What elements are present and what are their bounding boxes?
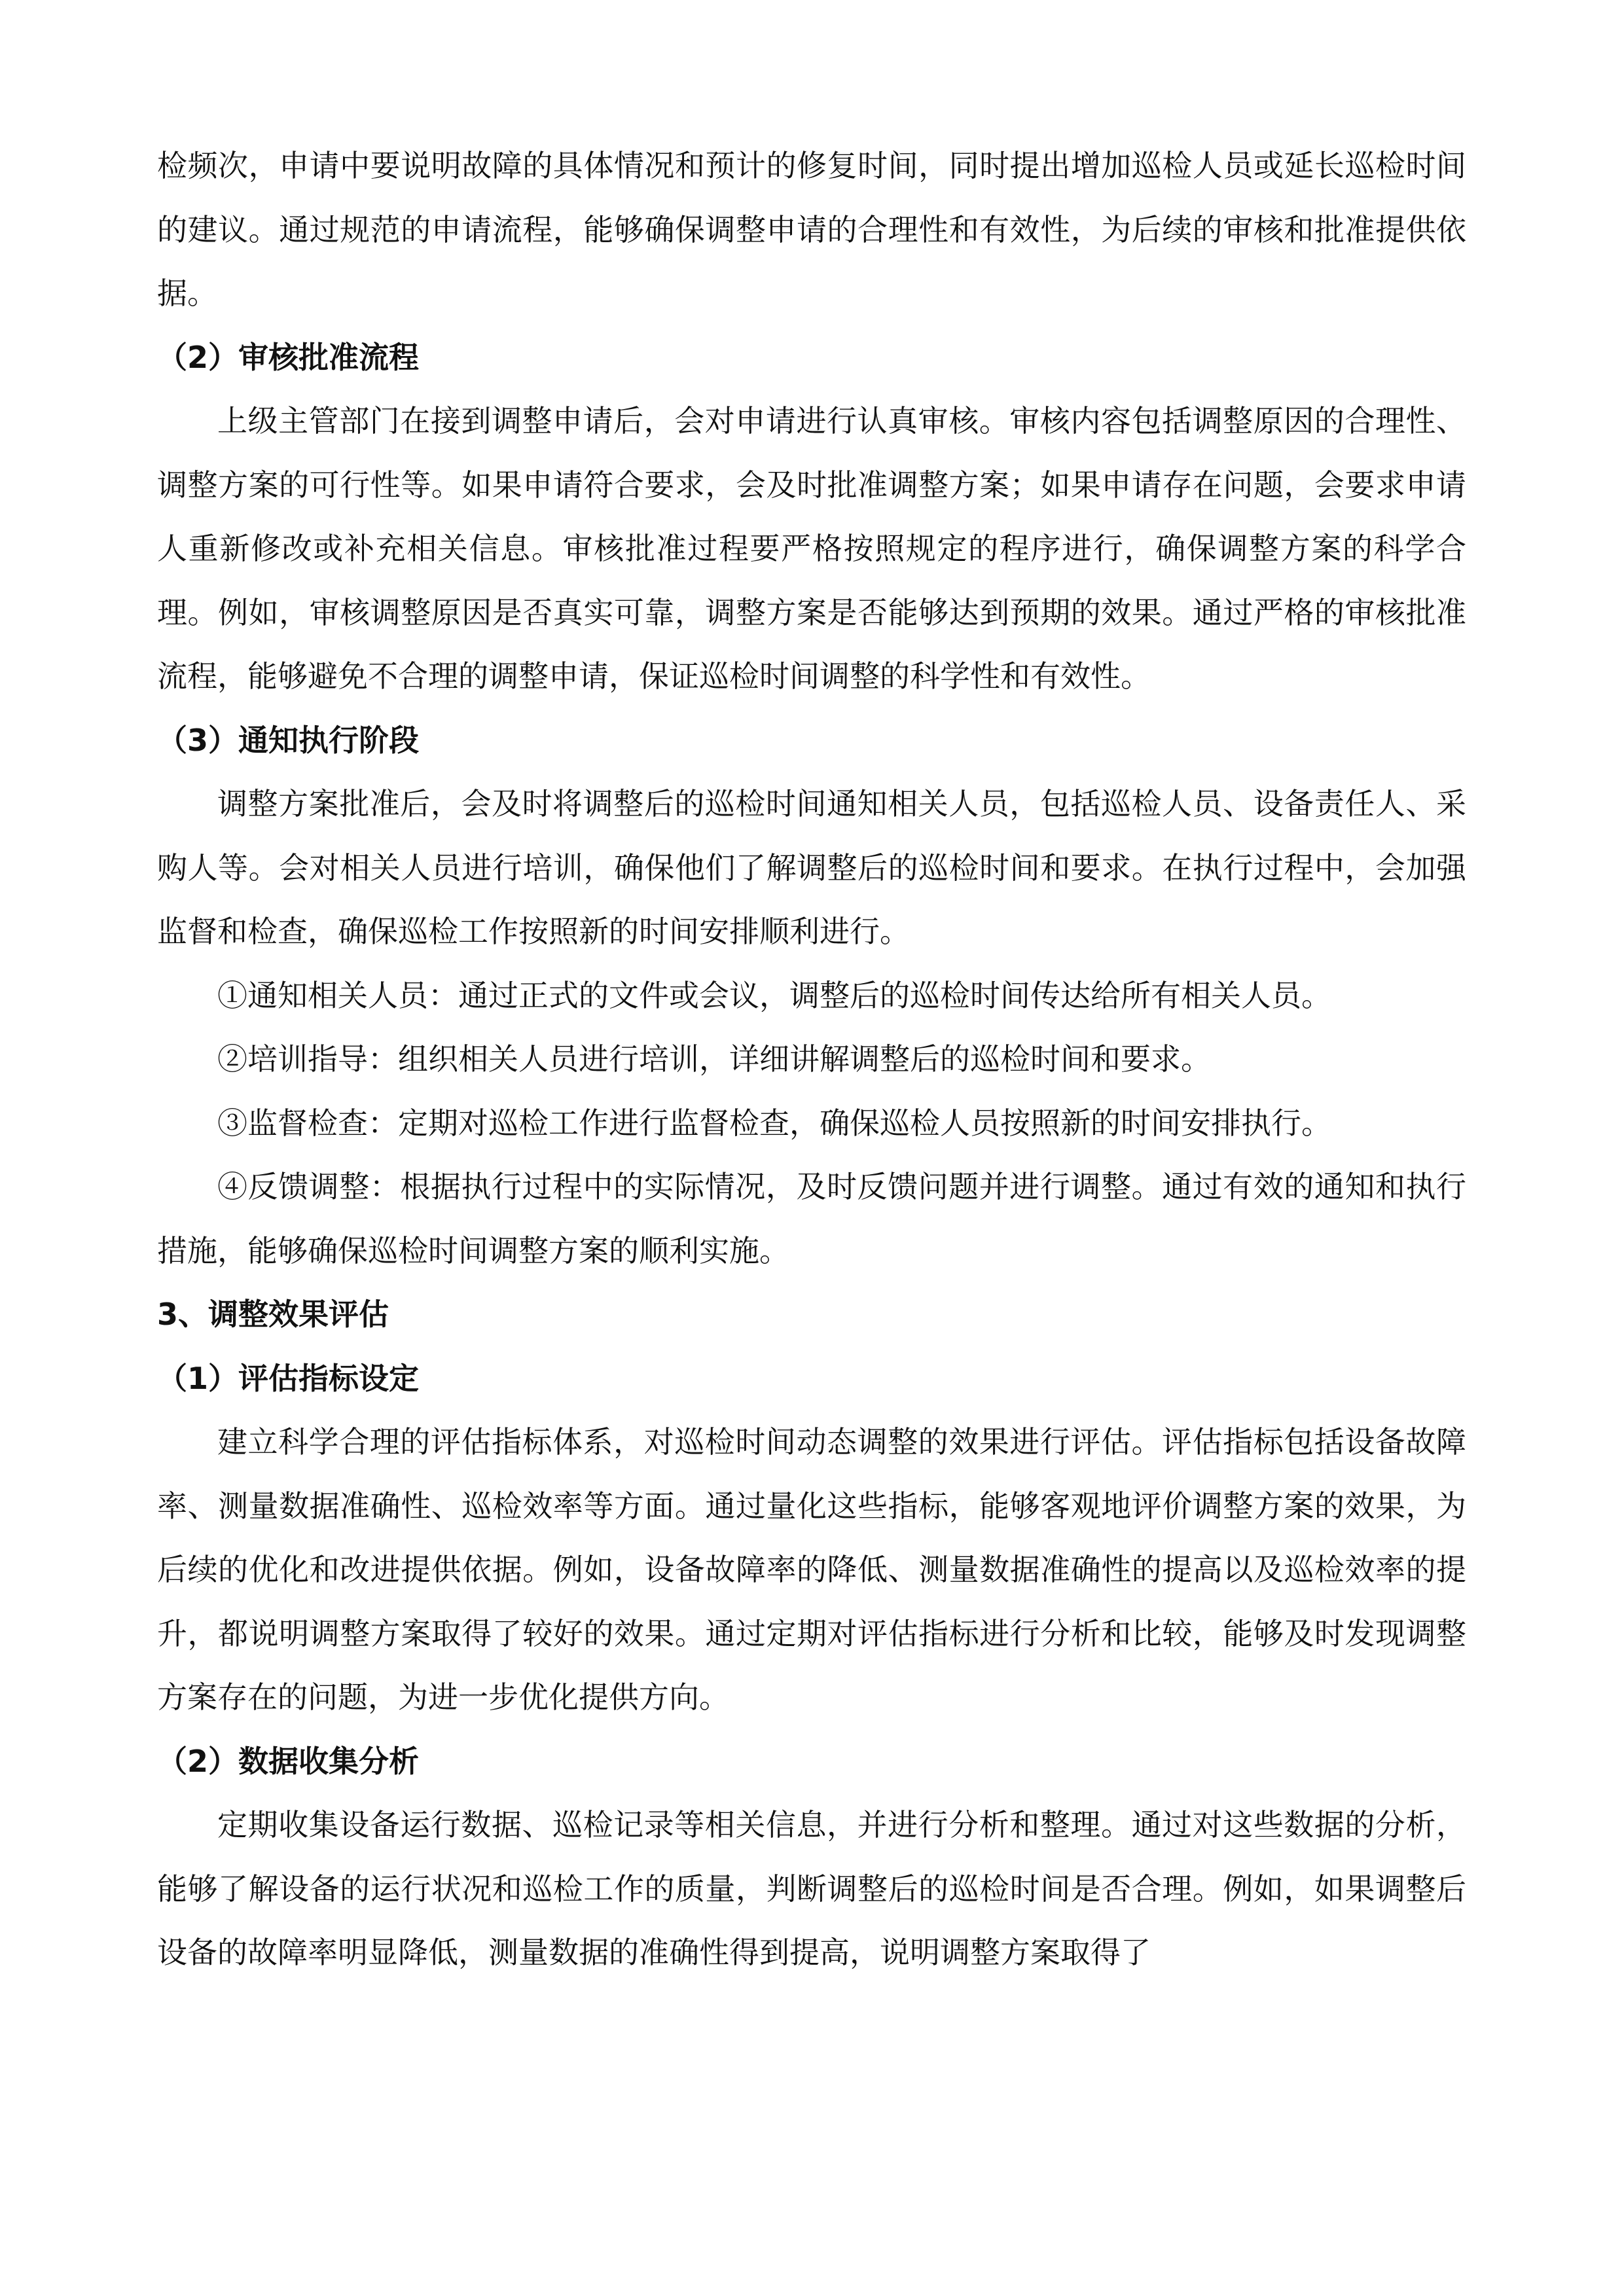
section-heading-indicator-setting: （1）评估指标设定 [157,1360,420,1396]
section-heading-effect-evaluation: 3、调整效果评估 [157,1297,389,1332]
paragraph-data-analysis: 定期收集设备运行数据、巡检记录等相关信息，并进行分析和整理。通过对这些数据的分析，能够了解设备的运行状况和巡检工作的质量，判断调整后的巡检时间是否合理。例如，如果调整后设备的故障率明显降低，测量数据的准确性得到提高，说明调整方案取得了 [157,1807,1466,1970]
paragraph-indicator-setting: 建立科学合理的评估指标体系，对巡检时间动态调整的效果进行评估。评估指标包括设备故障率、测量数据准确性、巡检效率等方面。通过量化这些指标，能够客观地评价调整方案的效果，为后续的优化和改进提供依据。例如，设备故障率的降低、测量数据准确性的提高以及巡检效率的提升，都说明调整方案取得了较好的效果。通过定期对评估指标进行分析和比较，能够及时发现调整方案存在的问题，为进一步优化提供方向。 [157,1424,1466,1715]
list-item-training: ②培训指导：组织相关人员进行培训，详细讲解调整后的巡检时间和要求。 [217,1041,1211,1077]
section-heading-data-analysis: （2）数据收集分析 [157,1743,420,1779]
paragraph-continuation: 检频次，申请中要说明故障的具体情况和预计的修复时间，同时提出增加巡检人员或延长巡检时间的建议。通过规范的申请流程，能够确保调整申请的合理性和有效性，为后续的审核和批准提供依据。 [157,148,1466,311]
section-heading-notify-execute: （3）通知执行阶段 [157,722,420,758]
list-item-supervision: ③监督检查：定期对巡检工作进行监督检查，确保巡检人员按照新的时间安排执行。 [217,1105,1331,1141]
list-item-notify-personnel: ①通知相关人员：通过正式的文件或会议，调整后的巡检时间传达给所有相关人员。 [217,977,1331,1013]
section-heading-review-approval: （2）审核批准流程 [157,339,420,375]
paragraph-review-approval: 上级主管部门在接到调整申请后，会对申请进行认真审核。审核内容包括调整原因的合理性、调整方案的可行性等。如果申请符合要求，会及时批准调整方案；如果申请存在问题，会要求申请人重新修改或补充相关信息。审核批准过程要严格按照规定的程序进行，确保调整方案的科学合理。例如，审核调整原因是否真实可靠，调整方案是否能够达到预期的效果。通过严格的审核批准流程，能够避免不合理的调整申请，保证巡检时间调整的科学性和有效性。 [157,403,1466,694]
paragraph-notify-execute: 调整方案批准后，会及时将调整后的巡检时间通知相关人员，包括巡检人员、设备责任人、采购人等。会对相关人员进行培训，确保他们了解调整后的巡检时间和要求。在执行过程中，会加强监督和检查，确保巡检工作按照新的时间安排顺利进行。 [157,786,1466,949]
document-body [157,134,1466,1985]
list-item-feedback: ④反馈调整：根据执行过程中的实际情况，及时反馈问题并进行调整。通过有效的通知和执行措施，能够确保巡检时间调整方案的顺利实施。 [157,1169,1466,1268]
